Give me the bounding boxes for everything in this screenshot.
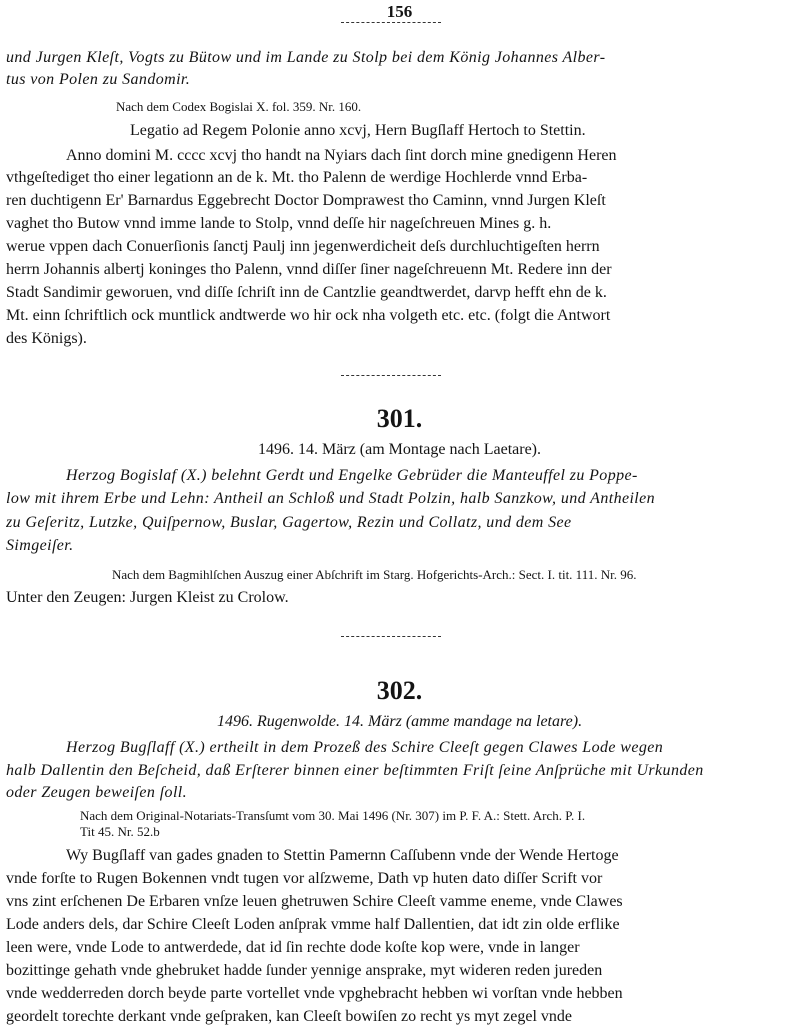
doc-302-date: 1496. Rugenwolde. 14. März (amme mandage na letare).: [216, 713, 583, 730]
section-separator: [341, 636, 441, 637]
prev-body-line: herrn Johannis albertj koninges tho Palenn, vnnd diſſer ſiner nageſchreuenn Mt. Redere inn der: [6, 261, 612, 278]
page-number: 156: [386, 2, 413, 21]
doc-302-body-line: Lode anders dels, dar Schire Cleeſt Loden anſprak vmme half Dallentien, dat idt zin olde erflike: [6, 916, 620, 933]
doc-302-summary-line: Herzog Bugſlaff (X.) ertheilt in dem Prozeß des Schire Cleeſt gegen Clawes Lode wegen: [66, 739, 664, 756]
doc-302-summary-line: halb Dallentin den Beſcheid, daß Erſterer binnen einer beſtimmten Friſt ſeine Anſprüche mit Urkunden: [6, 762, 704, 779]
prev-body-line: vaghet tho Butow vnnd imme lande to Stolp, vnnd deſſe hir nageſchreuen Mines g. h.: [6, 215, 552, 232]
prev-body-line: ren duchtigenn Er' Barnardus Eggebrecht Doctor Domprawest tho Caminn, vnnd Jurgen Kleſt: [6, 192, 606, 209]
doc-301-summary-line: Herzog Bogislaf (X.) belehnt Gerdt und Engelke Gebrüder die Manteuffel zu Poppe-: [66, 467, 638, 484]
section-separator: [341, 375, 441, 376]
prev-body-line: des Königs).: [6, 330, 87, 347]
prev-line-1: und Jurgen Kleſt, Vogts zu Bütow und im Lande zu Stolp bei dem König Johannes Alber-: [6, 49, 606, 66]
doc-301-date: 1496. 14. März (am Montage nach Laetare).: [258, 441, 541, 458]
doc-301-summary-line: low mit ihrem Erbe und Lehn: Antheil an Schloß und Stadt Polzin, halb Sanzkow, und Antheilen: [6, 490, 656, 507]
doc-302-body-line: bozittinge gehath vnde ghebruket hadde ſunder yennige ansprake, myt wideren reden jureden: [6, 962, 603, 979]
prev-body-line: vthgeſtediget tho einer legationn an de k. Mt. tho Palenn de werdige Hochlerde vnnd Erba-: [6, 169, 588, 186]
doc-302-body-line: geordelt torechte derkant vnde geſpraken, kan Cleeſt bowiſen zo recht ys myt zegel vnde: [6, 1008, 573, 1025]
prev-source-note: Nach dem Codex Bogislai X. fol. 359. Nr. 160.: [116, 99, 362, 114]
prev-heading: Legatio ad Regem Polonie anno xcvj, Hern Bugſlaff Hertoch to Stettin.: [130, 122, 586, 139]
doc-302-source-note: Tit 45. Nr. 52.b: [80, 824, 160, 839]
doc-302-summary-line: oder Zeugen beweiſen ſoll.: [6, 784, 188, 801]
doc-302-body-line: leen were, vnde Lode to antwerdede, dat id ſin rechte dode koſte kop were, vnde in langer: [6, 939, 580, 956]
doc-302-body-line: vns zint erſchenen De Erbaren vnſze leuen ghetruwen Schire Cleeſt vamme eneme, vnde Clawes: [6, 893, 623, 910]
doc-301-summary-line: Simgeiſer.: [6, 537, 74, 554]
doc-302-body-line: Wy Bugſlaff van gades gnaden to Stettin Pamernn Caſſubenn vnde der Wende Hertoge: [66, 847, 619, 864]
doc-302-source-note: Nach dem Original-Notariats-Transſumt vom 30. Mai 1496 (Nr. 307) im P. F. A.: Stett. Arch. P. I.: [80, 808, 586, 823]
prev-line-2: tus von Polen zu Sandomir.: [6, 71, 191, 88]
prev-body-line: werue vppen dach Conuerſionis ſanctj Paulj inn jegenwerdicheit deſs durchluchtigeſten herrn: [6, 238, 600, 255]
doc-301-source-note: Nach dem Bagmihlſchen Auszug einer Abſchrift im Starg. Hofgerichts-Arch.: Sect. I. tit. 111. Nr. 96.: [112, 567, 637, 582]
doc-number-302: 302.: [376, 676, 423, 705]
doc-number-301: 301.: [376, 404, 423, 433]
prev-body-line: Anno domini M. cccc xcvj tho handt na Nyiars dach ſint dorch mine gnedigenn Heren: [66, 147, 617, 164]
doc-302-body-line: vnde forſte to Rugen Bokennen vndt tugen vor alſzweme, Dath vp huten dato diſſer Scrift vor: [6, 870, 603, 887]
prev-body-line: Stadt Sandimir geworuen, vnd diſſe ſchriſt inn de Cantzlie geandtwerdet, darvp hefft ehn de k.: [6, 284, 607, 301]
header-rule: [341, 22, 441, 23]
doc-302-body-line: vnde wedderreden dorch beyde parte vortellet vnde vpghebracht hebben wi vorſtan vnde hebben: [6, 985, 623, 1002]
doc-301-summary-line: zu Geſeritz, Lutzke, Quiſpernow, Buslar, Gagertow, Rezin und Collatz, und dem See: [6, 514, 572, 531]
prev-body-line: Mt. einn ſchriftlich ock muntlick andtwerde wo hir ock nha volgeth etc. etc. (folgt die Antwort: [6, 307, 611, 324]
doc-301-witness: Unter den Zeugen: Jurgen Kleist zu Crolow.: [6, 589, 289, 606]
